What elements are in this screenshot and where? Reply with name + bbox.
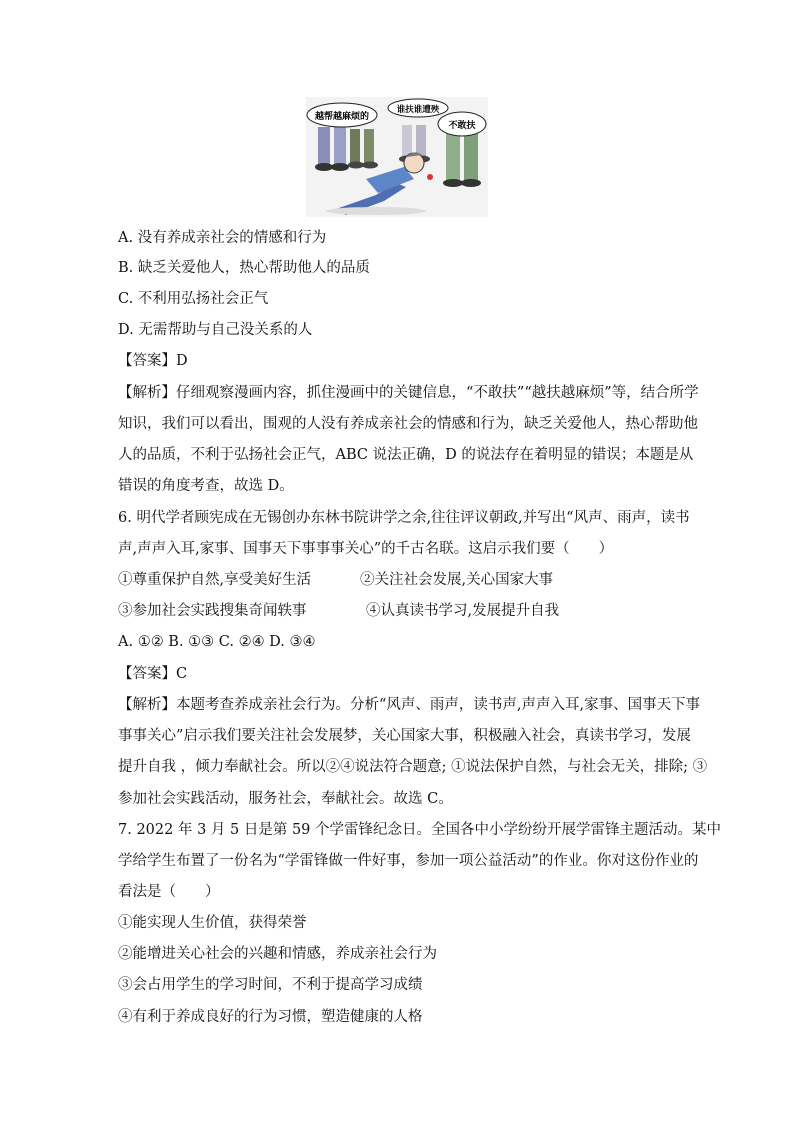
q5-analysis-line-1: 【解析】仔细观察漫画内容，抓住漫画中的关键信息，“不敢扶”“越扶越麻烦”等，结合所学 — [118, 385, 699, 401]
cartoon-bubble-3: 不敢扶 — [448, 121, 476, 131]
q7-choice-1: ①能实现人生价值，获得荣誉 — [118, 915, 307, 931]
q7-choice-4: ④有利于养成良好的行为习惯，塑造健康的人格 — [118, 1009, 423, 1025]
cartoon-bubble-1: 越帮越麻烦的 — [314, 112, 370, 122]
q5-analysis-line-4: 错误的角度考查，故选 D。 — [118, 478, 294, 494]
q6-choice-1: ①尊重保护自然,享受美好生活 — [118, 572, 312, 588]
q6-stem-line-2: 声,声声入耳,家事、国事天下事事事关心”的千古名联。这启示我们要（ ） — [118, 541, 614, 557]
q6-choice-3: ③参加社会实践搜集奇闻轶事 — [118, 603, 307, 619]
q5-option-b: B. 缺乏关爱他人，热心帮助他人的品质 — [118, 260, 370, 276]
q7-choice-3: ③会占用学生的学习时间，不利于提高学习成绩 — [118, 977, 423, 993]
q6-choice-4: ④认真读书学习,发展提升自我 — [366, 603, 560, 619]
q7-stem-line-3: 看法是（ ） — [118, 884, 220, 900]
q6-analysis-line-1: 【解析】本题考查养成亲社会行为。分析“风声、雨声，读书声,声声入耳,家事、国事天下事 — [118, 697, 701, 713]
q5-option-c: C. 不利用弘扬社会正气 — [118, 291, 269, 307]
q6-analysis-line-3: 提升自我 ，倾力奉献社会。所以②④说法符合题意; ①说法保护自然，与社会无关，排除; ③ — [118, 759, 708, 775]
q6-options: A. ①② B. ①③ C. ②④ D. ③④ — [118, 634, 316, 650]
q6-stem-line-1: 6. 明代学者顾宪成在无锡创办东林书院讲学之余,往往评议朝政,并写出“风声、雨声，读书 — [118, 510, 690, 526]
q6-answer: 【答案】C — [118, 666, 188, 682]
cartoon-bubble-2: 谁扶谁遭殃 — [396, 105, 440, 115]
q7-stem-line-2: 学给学生布置了一份名为“学雷锋做一件好事，参加一项公益活动”的作业。你对这份作业的 — [118, 853, 699, 869]
q6-choice-2: ②关注社会发展,关心国家大事 — [360, 572, 554, 588]
q5-answer: 【答案】D — [118, 353, 188, 369]
cartoon-illustration — [306, 97, 488, 217]
q5-analysis-line-2: 知识，我们可以看出，围观的人没有养成亲社会的情感和行为，缺乏关爱他人，热心帮助他 — [118, 416, 698, 432]
q5-option-d: D. 无需帮助与自己没关系的人 — [118, 322, 313, 338]
q5-analysis-line-3: 人的品质，不利于弘扬社会正气，ABC 说法正确，D 的说法存在着明显的错误；本题是从 — [118, 447, 694, 463]
q7-stem-line-1: 7. 2022 年 3 月 5 日是第 59 个学雷锋纪念日。全国各中小学纷纷开展学雷锋主题活动。某中 — [118, 822, 722, 838]
q5-option-a: A. 没有养成亲社会的情感和行为 — [118, 230, 327, 246]
q6-analysis-line-2: 事事关心”启示我们要关注社会发展梦，关心国家大事，积极融入社会，真读书学习，发展 — [118, 728, 691, 744]
q7-choice-2: ②能增进关心社会的兴趣和情感，养成亲社会行为 — [118, 946, 437, 962]
q6-analysis-line-4: 参加社会实践活动，服务社会，奉献社会。故选 C。 — [118, 791, 453, 807]
